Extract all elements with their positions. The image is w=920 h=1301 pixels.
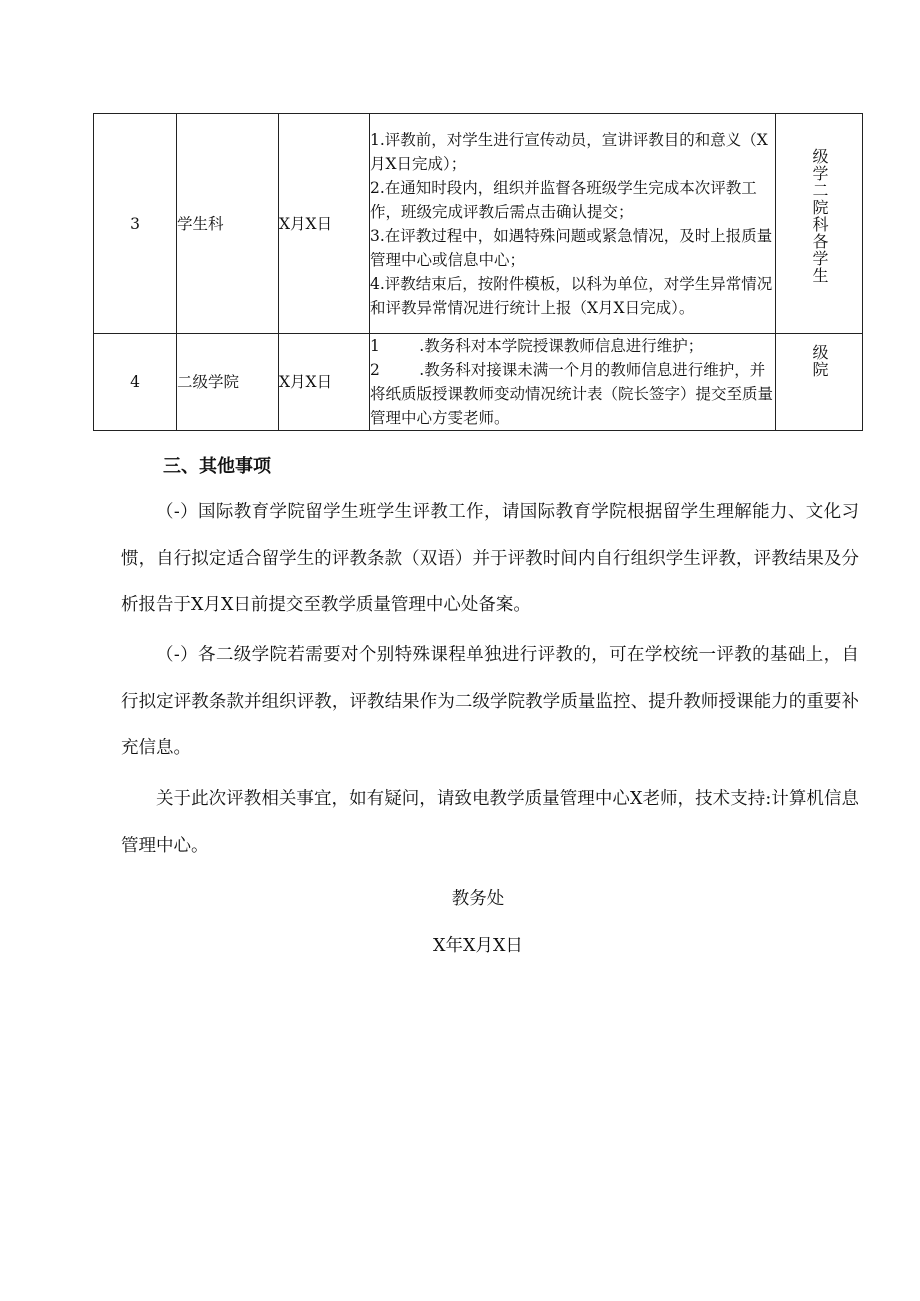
unit-cell: 二级学院 <box>177 334 279 431</box>
task-item: 4.评教结束后，按附件模板，以科为单位，对学生异常情况和评教异常情况进行统计上报（X月X日完成）。 <box>370 274 773 317</box>
task-table <box>93 113 863 431</box>
task-item: 2.在通知时段内，组织并监督各班级学生完成本次评教工作，班级完成评教后需点击确认提交； <box>370 178 757 221</box>
task-item: 1.评教前，对学生进行宣传动员，宣讲评教目的和意义（X月X日完成）； <box>370 130 768 173</box>
unit-cell: 学生科 <box>177 114 279 334</box>
signature-org: 教务处 <box>451 889 505 909</box>
responsible-text: 级学二院科各学生 <box>810 148 829 284</box>
table-row <box>94 114 863 334</box>
row-number: 4 <box>94 334 177 431</box>
responsible-text: 级院 <box>810 344 829 378</box>
section-heading: 三、其他事项 <box>163 456 271 477</box>
paragraph: （-）国际教育学院留学生班学生评教工作，请国际教育学院根据留学生理解能力、文化习惯，自行拟定适合留学生的评教条款（双语）并于评教时间内自行组织学生评教，评教结果及分析报告于X月X日前提交至教学质量管理中心处备案。 <box>121 502 859 615</box>
signature-date: X年X月X日 <box>433 936 523 956</box>
date-cell: X月X日 <box>279 334 370 431</box>
task-cell <box>370 334 776 431</box>
responsible-cell <box>776 114 863 334</box>
date-cell: X月X日 <box>279 114 370 334</box>
task-cell <box>370 114 776 334</box>
task-item: 1 .教务科对本学院授课教师信息进行维护； <box>370 337 704 355</box>
task-item: 2 .教务科对接课未满一个月的教师信息进行维护，并将纸质版授课教师变动情况统计表（院长签字）提交至质量管理中心方雯老师。 <box>370 361 774 427</box>
table-row <box>94 334 863 431</box>
responsible-cell <box>776 334 863 431</box>
paragraph: 关于此次评教相关事宜，如有疑问，请致电教学质量管理中心X老师，技术支持:计算机信息管理中心。 <box>121 789 859 856</box>
paragraph: （-）各二级学院若需要对个别特殊课程单独进行评教的，可在学校统一评教的基础上，自行拟定评教条款并组织评教，评教结果作为二级学院教学质量监控、提升教师授课能力的重要补充信息。 <box>121 645 859 758</box>
task-item: 3.在评教过程中，如遇特殊问题或紧急情况，及时上报质量管理中心或信息中心； <box>370 226 773 269</box>
row-number: 3 <box>94 114 177 334</box>
